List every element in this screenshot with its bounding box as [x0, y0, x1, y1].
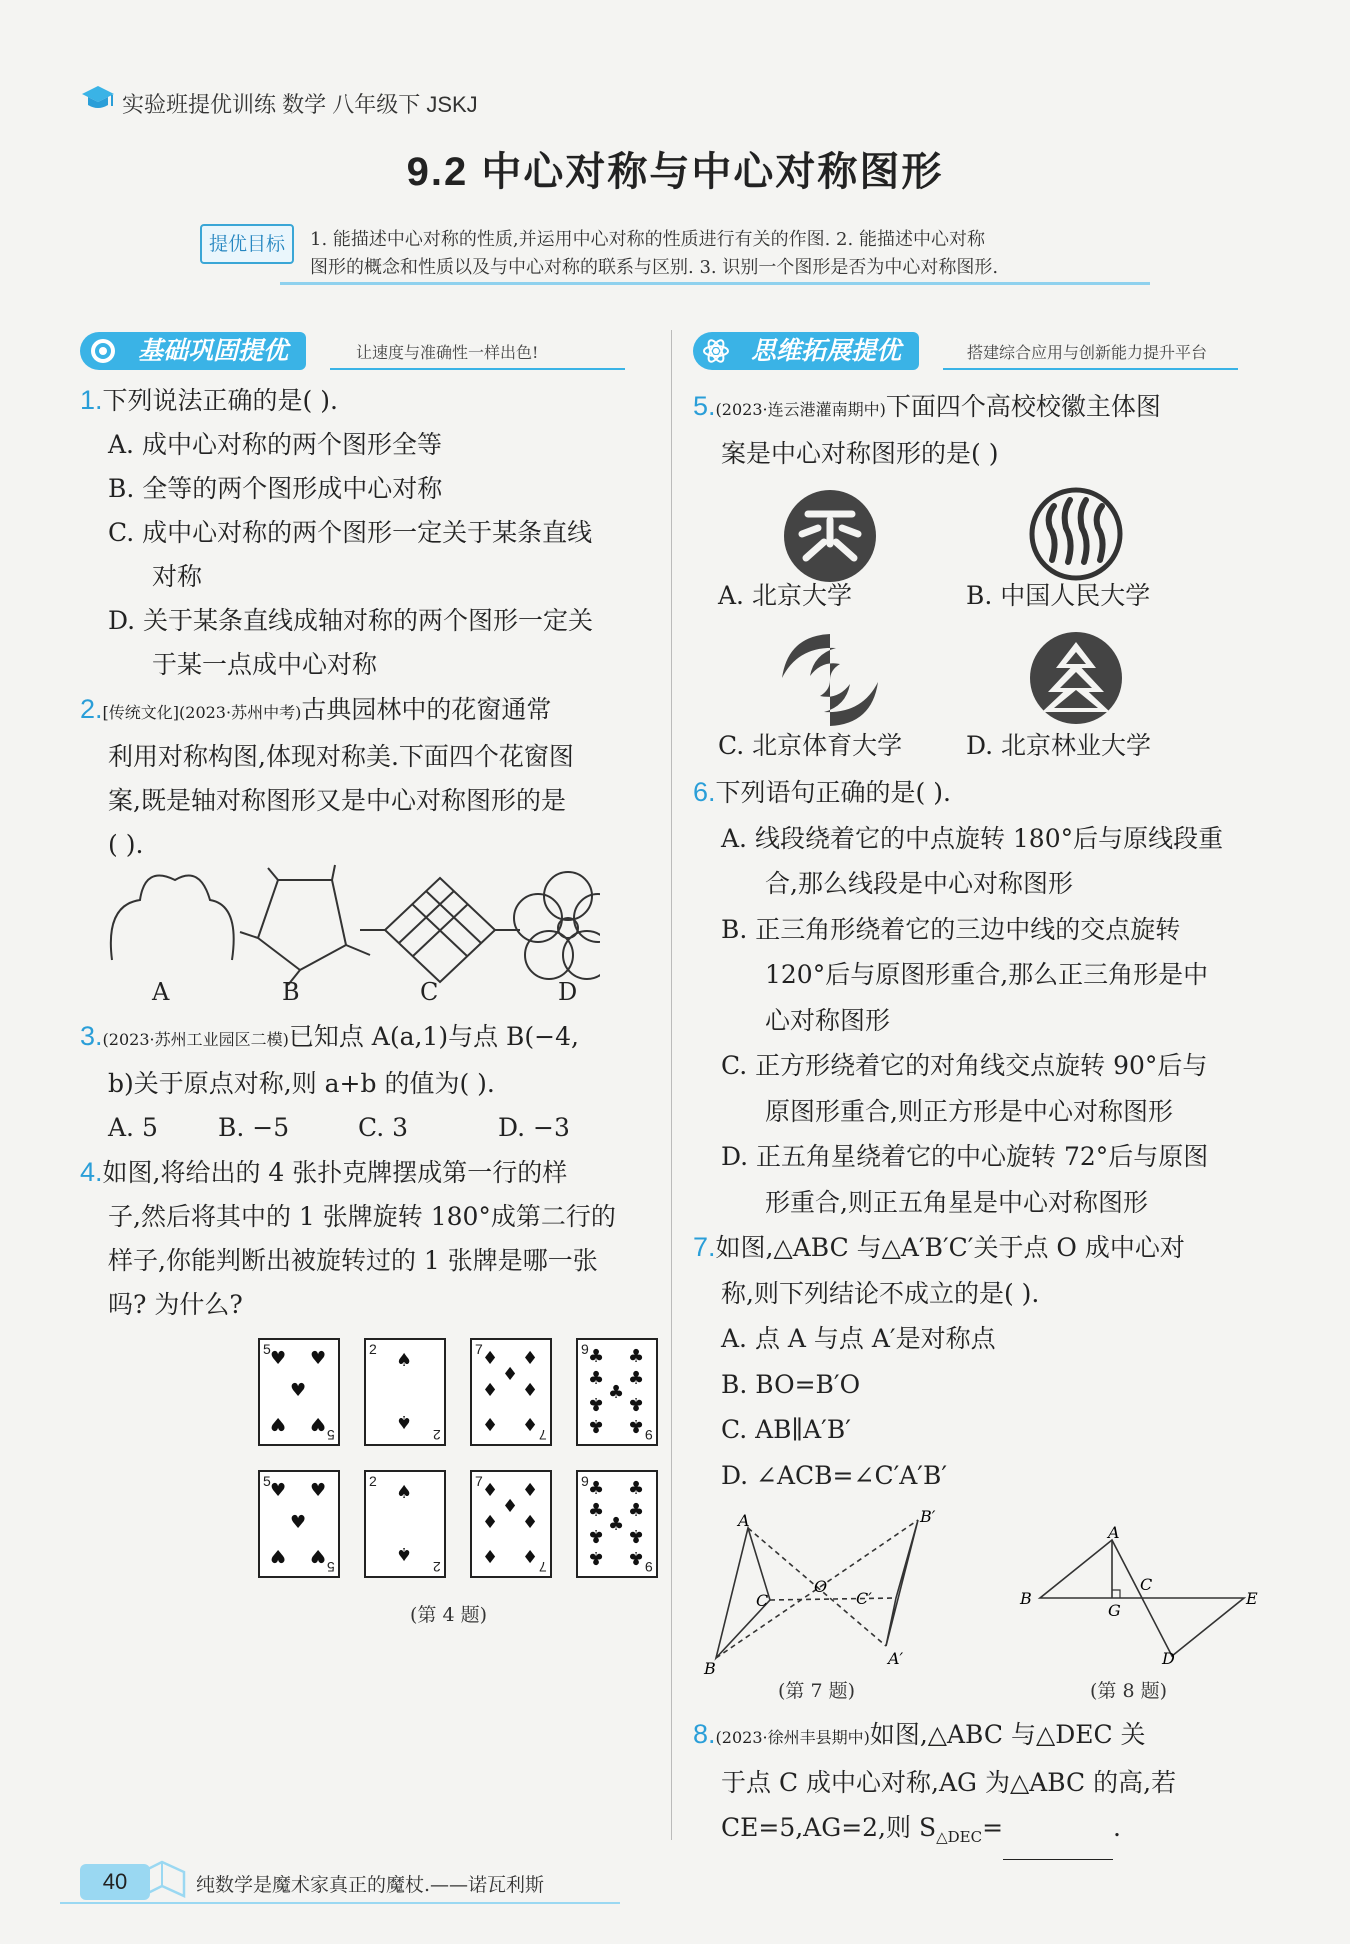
card-pip-icon: ♦	[482, 1348, 499, 1369]
question-stem-cont: ( ).	[108, 830, 144, 859]
q7-label-a: A	[738, 1511, 750, 1530]
playing-card	[364, 1470, 446, 1578]
q8-label-c: C	[1140, 1575, 1153, 1594]
card-pip-icon: ♣	[588, 1525, 605, 1546]
card-pip-icon: ♥	[290, 1380, 307, 1401]
card-pip-icon: ♦	[482, 1413, 499, 1434]
q7-label-b: B	[704, 1659, 716, 1676]
target-icon	[88, 336, 118, 366]
section-subtitle-advanced: 搭建综合应用与创新能力提升平台	[967, 343, 1208, 362]
q3-options	[80, 1106, 660, 1150]
playing-card	[364, 1338, 446, 1446]
question-6	[693, 770, 1273, 1225]
option-a: A. 5	[108, 1113, 158, 1142]
window-c-figure	[360, 878, 520, 982]
page-title: 9.2 中心对称与中心对称图形	[406, 150, 944, 194]
card-pip-icon: ♠	[396, 1350, 413, 1371]
section-subtitle-basic: 让速度与准确性一样出色!	[356, 343, 539, 362]
sport-university-emblem-icon	[778, 630, 882, 730]
question-stem: 下列说法正确的是( ).	[102, 386, 338, 415]
question-number: 8.	[693, 1719, 716, 1749]
option-a: A. 点 A 与点 A′是对称点	[721, 1324, 996, 1353]
card-rank: 7	[475, 1341, 483, 1357]
q2-window-figures	[100, 860, 600, 1010]
q4-caption: (第 4 题)	[410, 1604, 487, 1626]
question-7	[693, 1225, 1273, 1498]
question-3	[80, 1014, 660, 1150]
card-pip-icon: ♥	[310, 1545, 327, 1566]
option-c: C. 成中心对称的两个图形一定关于某条直线	[108, 518, 593, 547]
card-rank: 7	[539, 1559, 547, 1575]
card-pip-icon: ♦	[522, 1380, 539, 1401]
peking-university-emblem-icon	[780, 486, 880, 586]
page-number: 40	[80, 1864, 150, 1900]
card-rank: 2	[369, 1341, 377, 1357]
q2-label-c: C	[420, 978, 439, 1006]
renmin-university-emblem-icon	[1028, 480, 1124, 584]
option-a: A. 线段绕着它的中点旋转 180°后与原线段重	[721, 823, 1224, 853]
q8-figure	[1012, 1526, 1258, 1666]
question-stem-cont: 子,然后将其中的 1 张牌旋转 180°成第二行的	[108, 1202, 616, 1231]
card-pip-icon: ♦	[502, 1496, 519, 1517]
q2-label-a: A	[152, 978, 170, 1006]
question-stem: 已知点 A(a,1)与点 B(−4,	[288, 1022, 579, 1051]
right-column-middle	[693, 770, 1273, 1498]
question-source: (2023·徐州丰县期中)	[715, 1728, 870, 1747]
question-8	[693, 1712, 1273, 1860]
card-pip-icon: ♦	[482, 1480, 499, 1501]
question-number: 5.	[693, 391, 716, 421]
q5-option-c: C. 北京体育大学	[718, 731, 903, 760]
card-pip-icon: ♦	[522, 1413, 539, 1434]
q8-subscript: △DEC	[936, 1828, 983, 1846]
option-c: C. 3	[358, 1113, 409, 1142]
q4-cards	[258, 1338, 668, 1588]
q7-label-a-prime: A′	[888, 1649, 904, 1668]
card-pip-icon: ♥	[270, 1348, 287, 1369]
card-pip-icon: ♦	[522, 1512, 539, 1533]
section-title-advanced: 思维拓展提优	[693, 332, 919, 370]
card-pip-icon: ♥	[310, 1348, 327, 1369]
question-stem: 下面四个高校校徽主体图	[885, 392, 1161, 421]
card-rank: 9	[645, 1427, 653, 1443]
playing-card	[576, 1470, 658, 1578]
q8-label-g: G	[1108, 1601, 1121, 1620]
card-pip-icon: ♣	[588, 1500, 605, 1521]
q8-stem-text: CE=5,AG=2,则 S	[721, 1813, 937, 1842]
card-rank: 7	[475, 1473, 483, 1489]
card-pip-icon: ♦	[522, 1348, 539, 1369]
question-number: 7.	[693, 1232, 716, 1262]
question-stem: 如图,△ABC 与△DEC 关	[869, 1720, 1146, 1749]
question-stem-cont: b)关于原点对称,则 a+b 的值为( ).	[108, 1069, 495, 1098]
option-d: D. 关于某条直线成轴对称的两个图形一定关	[108, 606, 594, 635]
left-column	[80, 378, 660, 867]
option-b: B. 全等的两个图形成中心对称	[108, 474, 443, 503]
q8-label-e: E	[1246, 1589, 1258, 1608]
window-d-figure	[514, 872, 600, 979]
card-rank: 5	[263, 1473, 271, 1489]
question-source: (2023·连云港灌南期中)	[715, 400, 886, 419]
question-source: (2023·苏州工业园区二模)	[102, 1030, 289, 1049]
card-pip-icon: ♣	[608, 1382, 625, 1403]
question-number: 2.	[80, 694, 103, 724]
card-pip-icon: ♥	[270, 1545, 287, 1566]
option-b: B. −5	[218, 1113, 290, 1142]
option-c-cont: 原图形重合,则正方形是中心对称图形	[765, 1096, 1173, 1126]
card-pip-icon: ♦	[522, 1480, 539, 1501]
playing-card	[470, 1338, 552, 1446]
section-header-basic	[80, 332, 625, 370]
card-pip-icon: ♠	[396, 1482, 413, 1503]
question-stem-cont: 案是中心对称图形的是( )	[721, 439, 999, 468]
atom-icon	[701, 336, 731, 366]
footer-quote: 纯数学是魔术家真正的魔杖.——诺瓦利斯	[196, 1874, 545, 1896]
q8-caption: (第 8 题)	[1090, 1680, 1167, 1702]
option-a: A. 成中心对称的两个图形全等	[108, 430, 442, 459]
question-stem-cont: 样子,你能判断出被旋转过的 1 张牌是哪一张	[108, 1246, 598, 1275]
section-line	[943, 368, 1238, 370]
question-1	[80, 378, 660, 687]
card-pip-icon: ♥	[270, 1480, 287, 1501]
option-b-cont: 心对称图形	[765, 1005, 891, 1035]
question-stem: 下列语句正确的是( ).	[715, 778, 951, 807]
question-4	[80, 1150, 660, 1327]
window-a-figure	[111, 876, 234, 961]
goal-badge: 提优目标	[200, 224, 294, 264]
q7-figure	[700, 1506, 940, 1676]
section-header-advanced	[693, 332, 1238, 370]
option-d: D. 正五角星绕着它的中心旋转 72°后与原图	[721, 1142, 1209, 1171]
question-stem: 如图,将给出的 4 张扑克牌摆成第一行的样	[102, 1158, 568, 1187]
question-source: [传统文化](2023·苏州中考)	[102, 703, 302, 722]
card-pip-icon: ♣	[628, 1393, 645, 1414]
playing-card	[576, 1338, 658, 1446]
option-b: B. BO=B′O	[721, 1369, 861, 1399]
option-b: B. 正三角形绕着它的三边中线的交点旋转	[721, 914, 1181, 944]
q2-label-d: D	[558, 978, 578, 1006]
goal-text	[310, 226, 1160, 282]
card-pip-icon: ♣	[628, 1346, 645, 1367]
q7-label-c: C	[756, 1591, 769, 1610]
card-pip-icon: ♣	[608, 1514, 625, 1535]
page-header: 实验班提优训练 数学 八年级下 JSKJ	[122, 92, 478, 117]
card-pip-icon: ♦	[522, 1545, 539, 1566]
q7-caption: (第 7 题)	[778, 1680, 855, 1702]
right-column	[693, 384, 1273, 476]
card-pip-icon: ♦	[482, 1545, 499, 1566]
goal-box	[200, 222, 1150, 284]
section-line	[330, 368, 625, 370]
playing-card	[258, 1338, 340, 1446]
q8-equals: =	[982, 1813, 1004, 1842]
card-rank: 2	[369, 1473, 377, 1489]
card-pip-icon: ♣	[588, 1415, 605, 1436]
q5-option-b: B. 中国人民大学	[966, 581, 1151, 610]
goal-line-1: 1. 能描述中心对称的性质,并运用中心对称的性质进行有关的作图. 2. 能描述中心对称	[310, 229, 985, 250]
card-pip-icon: ♣	[628, 1368, 645, 1389]
card-pip-icon: ♣	[628, 1525, 645, 1546]
card-pip-icon: ♠	[396, 1543, 413, 1564]
question-stem-cont: 称,则下列结论不成立的是( ).	[721, 1278, 1040, 1308]
card-rank: 7	[539, 1427, 547, 1443]
option-d-cont: 形重合,则正五角星是中心对称图形	[765, 1187, 1148, 1217]
column-divider	[671, 330, 672, 1840]
option-c-cont: 对称	[152, 562, 203, 591]
question-stem: 如图,△ABC 与△A′B′C′关于点 O 成中心对	[715, 1233, 1185, 1262]
card-pip-icon: ♣	[628, 1547, 645, 1568]
card-pip-icon: ♥	[290, 1512, 307, 1533]
card-pip-icon: ♦	[482, 1512, 499, 1533]
option-d: D. ∠ACB=∠C′A′B′	[721, 1460, 948, 1490]
question-5	[693, 384, 1273, 476]
answer-blank[interactable]	[1003, 1833, 1113, 1860]
q8-label-b: B	[1020, 1589, 1032, 1608]
card-pip-icon: ♣	[588, 1478, 605, 1499]
question-stem-cont: 于点 C 成中心对称,AG 为△ABC 的高,若	[721, 1768, 1177, 1797]
q5-option-a: A. 北京大学	[718, 581, 852, 610]
q8-period: .	[1113, 1813, 1121, 1842]
q7-label-o: O	[814, 1577, 828, 1596]
goal-underline	[280, 282, 1150, 285]
forestry-university-emblem-icon	[1026, 628, 1126, 728]
card-rank: 9	[581, 1473, 589, 1489]
question-stem-cont	[693, 1805, 1273, 1860]
card-pip-icon: ♣	[628, 1500, 645, 1521]
question-stem: 古典园林中的花窗通常	[301, 695, 552, 724]
card-pip-icon: ♣	[588, 1547, 605, 1568]
section-title-basic: 基础巩固提优	[80, 332, 306, 370]
option-a-cont: 合,那么线段是中心对称图形	[765, 869, 1073, 898]
card-rank: 2	[433, 1559, 441, 1575]
window-b-figure	[240, 865, 370, 985]
question-stem-cont: 吗? 为什么?	[108, 1290, 243, 1319]
option-c: C. 正方形绕着它的对角线交点旋转 90°后与	[721, 1051, 1208, 1080]
card-pip-icon: ♠	[396, 1411, 413, 1432]
option-c: C. AB∥A′B′	[721, 1415, 851, 1444]
footer-line	[60, 1902, 620, 1904]
card-pip-icon: ♥	[270, 1413, 287, 1434]
card-rank: 5	[327, 1427, 335, 1443]
playing-card	[470, 1470, 552, 1578]
card-rank: 9	[581, 1341, 589, 1357]
q2-label-b: B	[282, 978, 300, 1006]
playing-card	[258, 1470, 340, 1578]
option-b-cont: 120°后与原图形重合,那么正三角形是中	[765, 960, 1209, 989]
card-pip-icon: ♣	[588, 1393, 605, 1414]
card-pip-icon: ♥	[310, 1480, 327, 1501]
card-rank: 5	[327, 1559, 335, 1575]
card-rank: 5	[263, 1341, 271, 1357]
question-number: 6.	[693, 777, 716, 807]
q7-label-b-prime: B′	[920, 1507, 936, 1526]
card-pip-icon: ♦	[482, 1380, 499, 1401]
card-pip-icon: ♣	[588, 1368, 605, 1389]
graduation-cap-icon	[80, 84, 116, 114]
question-number: 3.	[80, 1021, 103, 1051]
question-stem-cont: 案,既是轴对称图形又是中心对称图形的是	[108, 786, 566, 815]
question-number: 1.	[80, 385, 103, 415]
q7-label-c-prime: C′	[856, 1589, 872, 1608]
left-column-lower	[80, 1014, 660, 1327]
goal-line-2: 图形的概念和性质以及与中心对称的联系与区别. 3. 识别一个图形是否为中心对称图形.	[310, 257, 999, 278]
option-d-cont: 于某一点成中心对称	[152, 650, 378, 679]
question-number: 4.	[80, 1157, 103, 1187]
card-rank: 9	[645, 1559, 653, 1575]
card-pip-icon: ♣	[588, 1346, 605, 1367]
q8-label-a: A	[1108, 1526, 1120, 1542]
card-pip-icon: ♣	[628, 1478, 645, 1499]
card-pip-icon: ♣	[628, 1415, 645, 1436]
card-pip-icon: ♦	[502, 1364, 519, 1385]
question-stem-cont: 利用对称构图,体现对称美.下面四个花窗图	[108, 742, 574, 771]
q8-label-d: D	[1162, 1649, 1175, 1666]
option-d: D. −3	[498, 1113, 570, 1142]
question-2	[80, 687, 660, 867]
card-pip-icon: ♥	[310, 1413, 327, 1434]
q5-option-d: D. 北京林业大学	[966, 731, 1152, 760]
card-rank: 2	[433, 1427, 441, 1443]
